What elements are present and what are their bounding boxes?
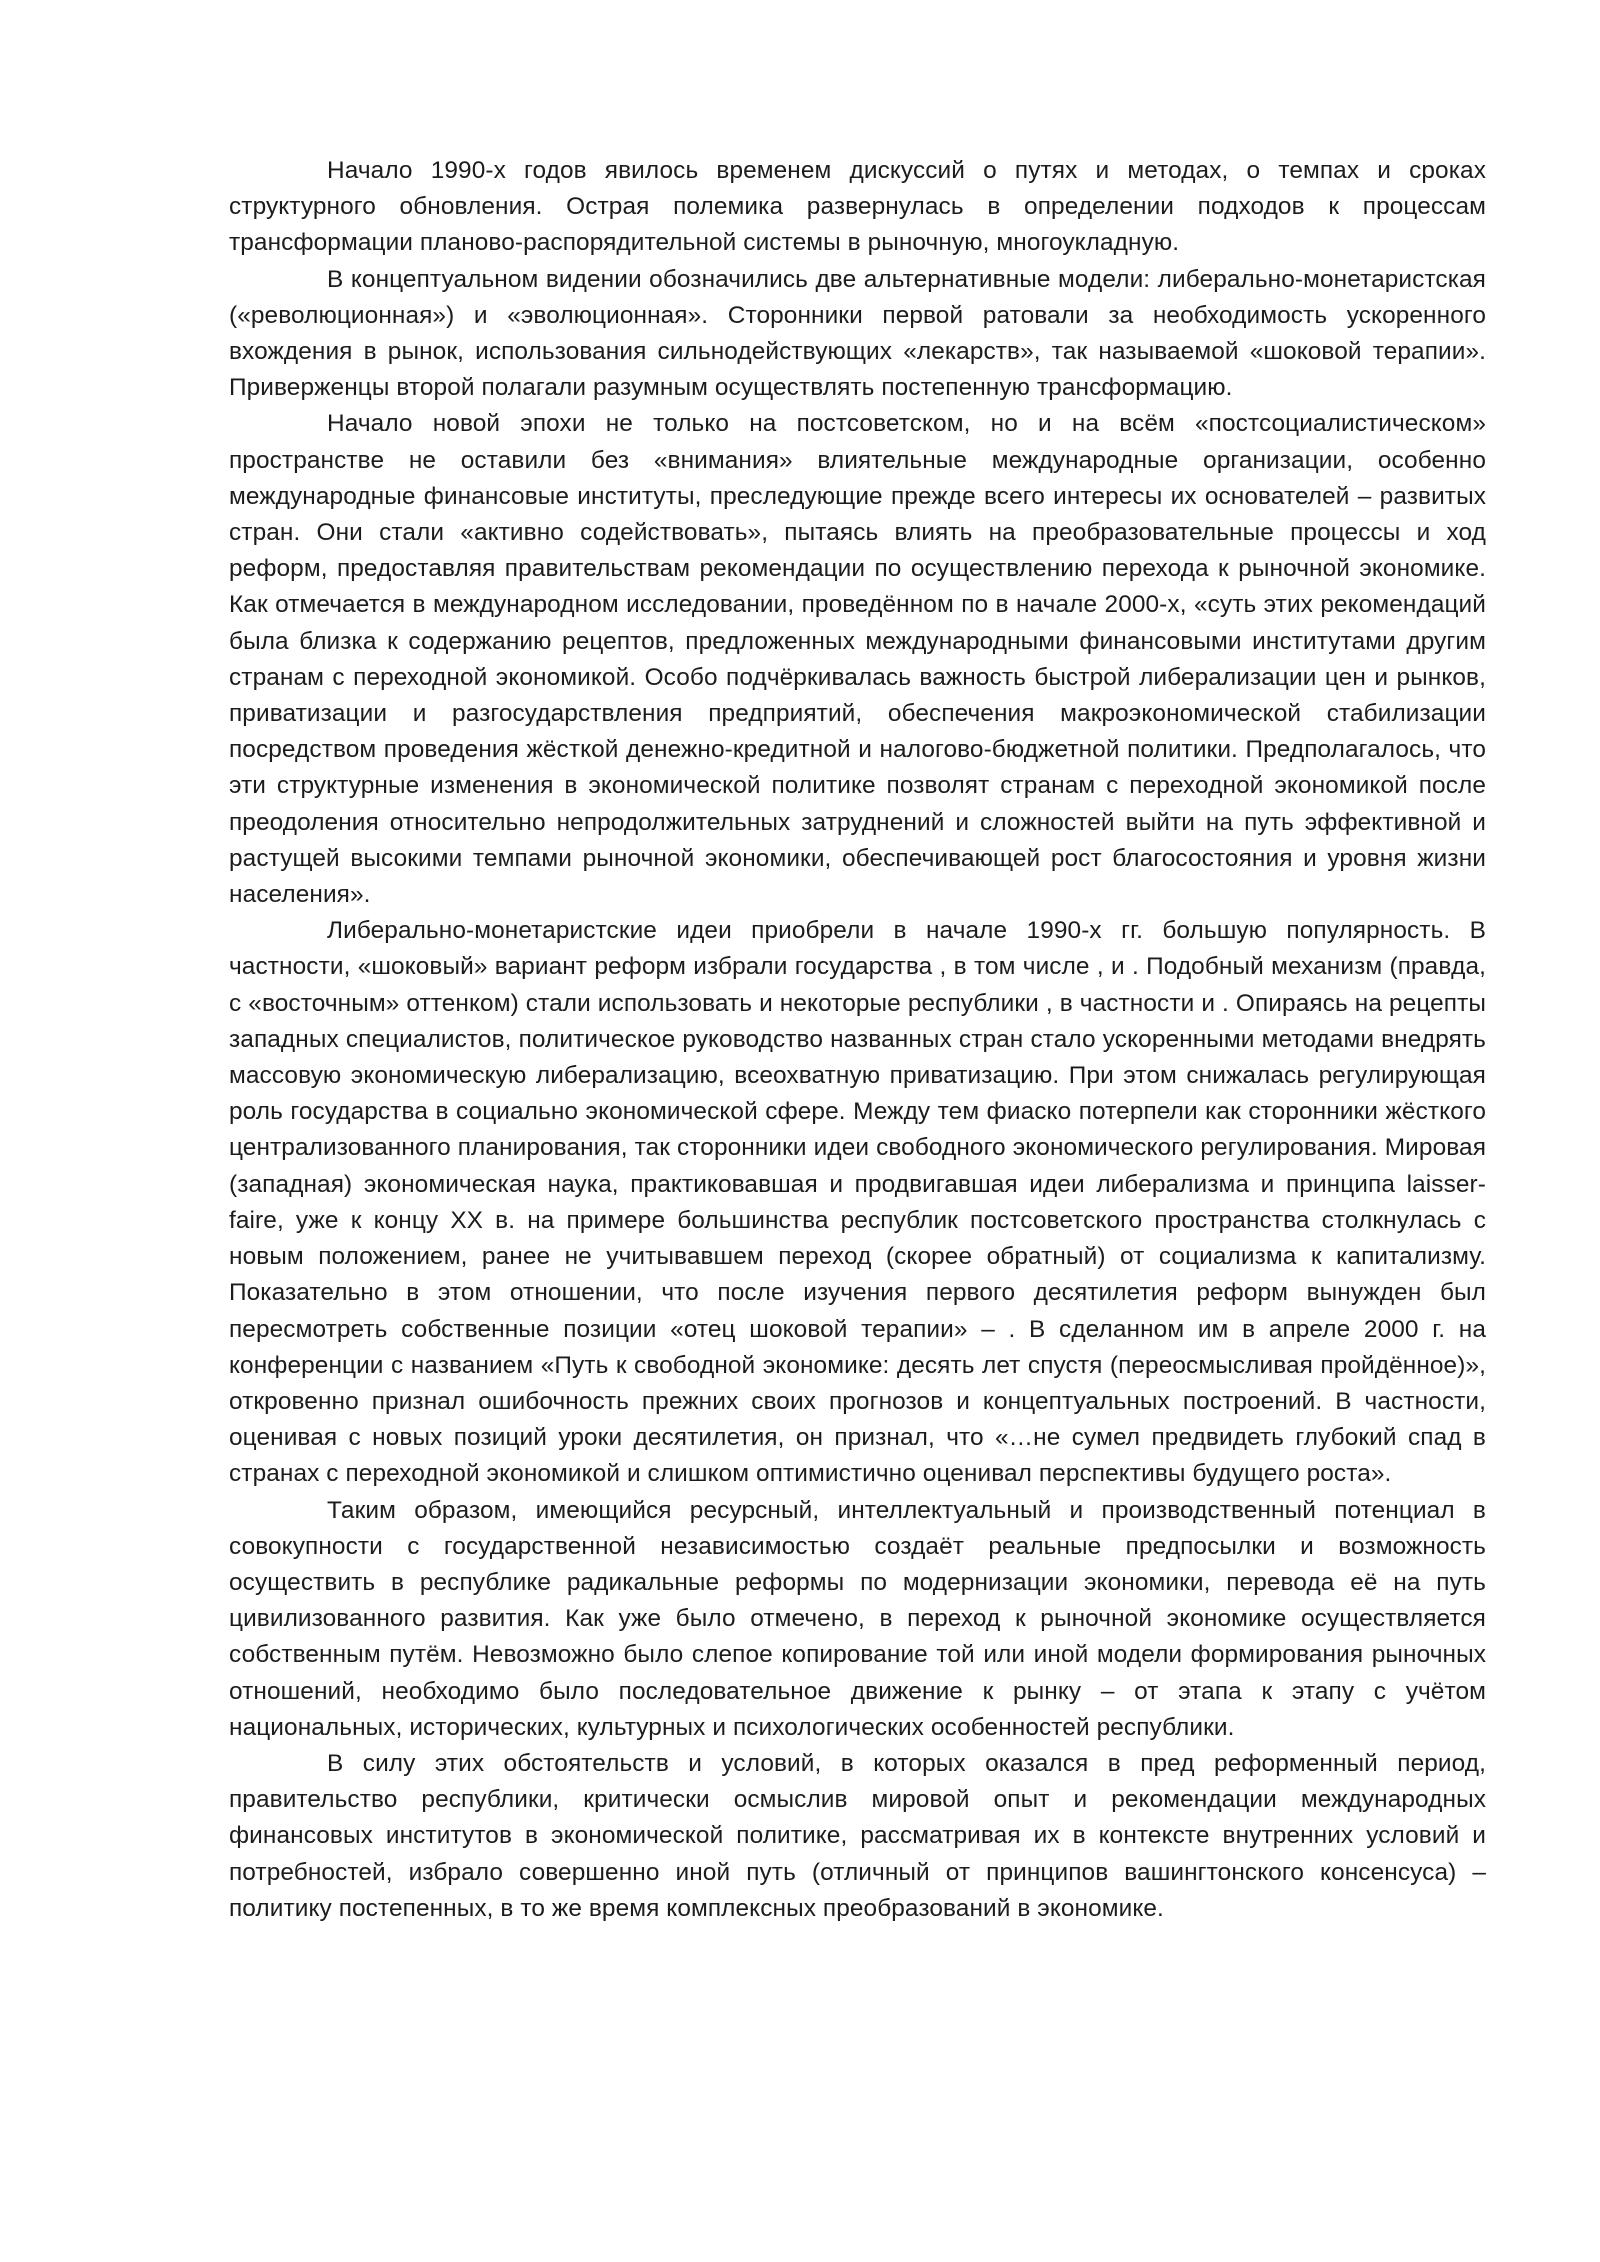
paragraph: Таким образом, имеющийся ресурсный, интеллектуальный и производственный потенциал в совокупности с государственной независимостью создаёт реальные предпосылки и возможность осуществить в республике радикальные реформы по модернизации экономики, перевода её на путь цивилизованного развития. Как уже было отмечено, в переход к рыночной экономике осуществляется собственным путём. Невозможно было слепое копирование той или иной модели формирования рыночных отношений, необходимо было последовательное движение к рынку – от этапа к этапу с учётом национальных, исторических, культурных и психологических особенностей республики. [229,1496,1486,1741]
paragraph: Начало 1990-х годов явилось временем дискуссий о путях и методах, о темпах и сроках структурного обновления. Острая полемика развернулась в определении подходов к процессам трансформации планово-распорядительной системы в рыночную, многоукладную. [229,157,1486,257]
paragraph: Либерально-монетаристские идеи приобрели в начале 1990-х гг. большую популярность. В частности, «шоковый» вариант реформ избрали государства , в том числе , и . Подобный механизм (правда, с «восточным» оттенком) стали использовать и некоторые республики , в частности и . Опираясь на рецепты западных специалистов, политическое руководство названных стран стало ускоренными методами внедрять массовую экономическую либерализацию, всеохватную приватизацию. При этом снижалась регулирующая роль государства в социально экономической сфере. Между тем фиаско потерпели как сторонники жёсткого централизованного планирования, так сторонники идеи свободного экономического регулирования. Мировая (западная) экономическая наука, практиковавшая и продвигавшая идеи либерализма и принципа laisser-faire, уже к концу XX в. на примере большинства республик постсоветского пространства столкнулась с новым положением, ранее не учитывавшем переход (скорее обратный) от социализма к капитализму. Показательно в этом отношении, что после изучения первого десятилетия реформ вынужден был пересмотреть собственные позиции «отец шоковой терапии» – . В сделанном им в апреле 2000 г. на конференции с названием «Путь к свободной экономике: десять лет спустя (переосмысливая пройдённое)», откровенно признал ошибочность прежних своих прогнозов и концептуальных построений. В частности, оценивая с новых позиций уроки десятилетия, он признал, что «…не сумел предвидеть глубокий спад в странах с переходной экономикой и слишком оптимистично оценивал перспективы будущего роста». [229,917,1486,1488]
paragraph: В концептуальном видении обозначились две альтернативные модели: либерально-монетаристская («революционная») и «эволюционная». Сторонники первой ратовали за необходимость ускоренного вхождения в рынок, использования сильнодействующих «лекарств», так называемой «шоковой терапии». Приверженцы второй полагали разумным осуществлять постепенную трансформацию. [229,265,1486,402]
paragraph: В силу этих обстоятельств и условий, в которых оказался в пред реформенный период, правительство республики, критически осмыслив мировой опыт и рекомендации международных финансовых институтов в экономической политике, рассматривая их в контексте внутренних условий и потребностей, избрало совершенно иной путь (отличный от принципов вашингтонского консенсуса) – политику постепенных, в то же время комплексных преобразований в экономике. [229,1749,1486,1922]
paragraph: Начало новой эпохи не только на постсоветском, но и на всём «постсоциалистическом» пространстве не оставили без «внимания» влиятельные международные организации, особенно международные финансовые институты, преследующие прежде всего интересы их основателей – развитых стран. Они стали «активно содействовать», пытаясь влиять на преобразовательные процессы и ход реформ, предоставляя правительствам рекомендации по осуществлению перехода к рыночной экономике. Как отмечается в международном исследовании, проведённом по в начале 2000-х, «суть этих рекомендаций была близка к содержанию рецептов, предложенных международными финансовыми институтами другим странам с переходной экономикой. Особо подчёркивалась важность быстрой либерализации цен и рынков, приватизации и разгосударствления предприятий, обеспечения макроэкономической стабилизации посредством проведения жёсткой денежно-кредитной и налогово-бюджетной политики. Предполагалось, что эти структурные изменения в экономической политике позволят странам с переходной экономикой после преодоления относительно непродолжительных затруднений и сложностей выйти на путь эффективной и растущей высокими темпами рыночной экономики, обеспечивающей рост благосостояния и уровня жизни населения». [229,410,1486,909]
document-body [229,153,1486,1927]
